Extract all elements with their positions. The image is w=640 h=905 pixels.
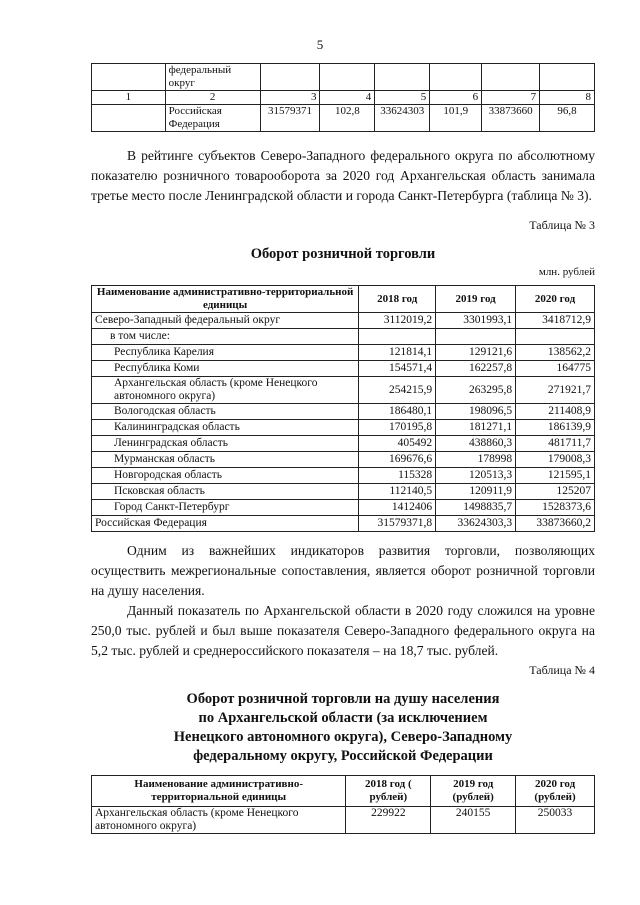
table-cell: 438860,3	[436, 436, 516, 452]
table-cell: Ленинградская область	[92, 436, 359, 452]
retail-turnover-table	[91, 285, 595, 532]
table-row	[92, 484, 595, 500]
table-row	[92, 377, 595, 404]
table-cell: федеральный округ	[165, 64, 260, 91]
table-cell: 138562,2	[516, 345, 595, 361]
paragraph-ranking: В рейтинге субъектов Северо-Западного федерального округа по абсолютному показателю розничного товарооборота за 2020 год Архангельская область занимала третье место после Ленинградской области и города Санкт-Петербурга (таблица № 3).	[91, 148, 595, 203]
table-row	[92, 361, 595, 377]
column-numbers-row	[92, 91, 595, 105]
column-header: Наименование административно-территориальной единицы	[92, 286, 359, 313]
table-cell: Город Санкт-Петербург	[92, 500, 359, 516]
per-capita-table	[91, 775, 595, 834]
table-cell	[516, 329, 595, 345]
table-cell: Северо-Западный федеральный округ	[92, 313, 359, 329]
table-row	[92, 420, 595, 436]
table3-body	[92, 313, 595, 532]
table-cell: 31579371	[260, 105, 320, 132]
page-number: 5	[316, 37, 324, 52]
table-cell: 2	[165, 91, 260, 105]
paragraph-per-capita: Данный показатель по Архангельской области в 2020 году сложился на уровне 250,0 тыс. рублей и был выше показателя Северо-Западного федерального округа на 5,2 тыс. рублей и среднероссийского показателя – на 18,7 тыс. рублей.	[91, 603, 595, 658]
column-header: Наименование административно-территориальной единицы	[92, 776, 346, 807]
table-cell: 33624303,3	[436, 516, 516, 532]
table-row	[92, 105, 595, 132]
table-cell: Калининградская область	[92, 420, 359, 436]
table-row	[92, 436, 595, 452]
column-header: 2019 год (рублей)	[431, 776, 516, 807]
table-cell: 169676,6	[359, 452, 436, 468]
table-cell: Республика Карелия	[92, 345, 359, 361]
table-cell: 5	[375, 91, 430, 105]
column-header: 2018 год ( рублей)	[346, 776, 431, 807]
table-cell: Российская Федерация	[165, 105, 260, 132]
table-cell: 125207	[516, 484, 595, 500]
table-cell	[359, 329, 436, 345]
table-cell: Псковская область	[92, 484, 359, 500]
continued-table	[91, 63, 595, 132]
table-cell: 8	[540, 91, 595, 105]
table-cell: 154571,4	[359, 361, 436, 377]
table-cell: 229922	[346, 807, 431, 834]
column-header: 2020 год	[516, 286, 595, 313]
table-cell: 181271,1	[436, 420, 516, 436]
table-cell: 179008,3	[516, 452, 595, 468]
table-header-row	[92, 776, 595, 807]
table-row	[92, 807, 595, 834]
table-cell: 3	[260, 91, 320, 105]
table-row	[92, 452, 595, 468]
column-header: 2018 год	[359, 286, 436, 313]
table-cell: 121814,1	[359, 345, 436, 361]
table-cell: 120513,3	[436, 468, 516, 484]
table-row	[92, 468, 595, 484]
table-cell: 162257,8	[436, 361, 516, 377]
table-cell: Мурманская область	[92, 452, 359, 468]
table-cell: 3301993,1	[436, 313, 516, 329]
table-cell	[436, 329, 516, 345]
table4-title: Оборот розничной торговли на душу населения по Архангельской области (за исключением Ненецкого автономного округа), Северо-Западному федеральному округу, Российской Федерации	[173, 691, 513, 764]
table-cell: 3112019,2	[359, 313, 436, 329]
table-cell: 405492	[359, 436, 436, 452]
table3-label: Таблица № 3	[529, 218, 595, 232]
column-header: 2019 год	[436, 286, 516, 313]
table-cell: 7	[482, 91, 540, 105]
table-cell: 263295,8	[436, 377, 516, 404]
table-row	[92, 404, 595, 420]
table3-title: Оборот розничной торговли	[250, 246, 436, 262]
table-cell: 481711,7	[516, 436, 595, 452]
table-cell: Вологодская область	[92, 404, 359, 420]
table-cell: 6	[430, 91, 482, 105]
table-cell: 271921,7	[516, 377, 595, 404]
table-row	[92, 516, 595, 532]
paragraph-indicators: Одним из важнейших индикаторов развития торговли, позволяющих осуществить межрегиональные сопоставления, является оборот розничной торговли на душу населения.	[91, 543, 595, 598]
column-header: 2020 год (рублей)	[516, 776, 595, 807]
table-cell: 115328	[359, 468, 436, 484]
table-cell: 211408,9	[516, 404, 595, 420]
table-cell: 164775	[516, 361, 595, 377]
table-cell: 186480,1	[359, 404, 436, 420]
table-header-row	[92, 286, 595, 313]
table-cell: Новгородская область	[92, 468, 359, 484]
table-cell: Архангельская область (кроме Ненецкого автономного округа)	[92, 377, 359, 404]
table-cell: 4	[320, 91, 375, 105]
table-cell: Российская Федерация	[92, 516, 359, 532]
table-cell: 33873660,2	[516, 516, 595, 532]
table-cell: 240155	[431, 807, 516, 834]
table-row	[92, 64, 595, 91]
table-cell: Архангельская область (кроме Ненецкого автономного округа)	[92, 807, 346, 834]
table-cell: 186139,9	[516, 420, 595, 436]
table-cell: 1412406	[359, 500, 436, 516]
table-cell: 3418712,9	[516, 313, 595, 329]
table-row	[92, 329, 595, 345]
table-cell: 178998	[436, 452, 516, 468]
table-cell: 1	[92, 91, 166, 105]
table-cell: 120911,9	[436, 484, 516, 500]
table-cell: 33624303	[375, 105, 430, 132]
table-cell: 1528373,6	[516, 500, 595, 516]
table-cell: 250033	[516, 807, 595, 834]
table-cell: 96,8	[540, 105, 595, 132]
table-cell: 101,9	[430, 105, 482, 132]
table-cell: 121595,1	[516, 468, 595, 484]
table-cell: 102,8	[320, 105, 375, 132]
table-cell: в том числе:	[92, 329, 359, 345]
table-cell: 112140,5	[359, 484, 436, 500]
table-cell: 31579371,8	[359, 516, 436, 532]
table-cell: 170195,8	[359, 420, 436, 436]
table-cell: 198096,5	[436, 404, 516, 420]
table-row	[92, 345, 595, 361]
table4-label: Таблица № 4	[529, 663, 595, 677]
table-cell: Республика Коми	[92, 361, 359, 377]
table-row	[92, 500, 595, 516]
table-cell: 129121,6	[436, 345, 516, 361]
table3-unit: млн. рублей	[538, 266, 595, 278]
table-row	[92, 313, 595, 329]
table-cell: 254215,9	[359, 377, 436, 404]
table-cell: 1498835,7	[436, 500, 516, 516]
table-cell: 33873660	[482, 105, 540, 132]
